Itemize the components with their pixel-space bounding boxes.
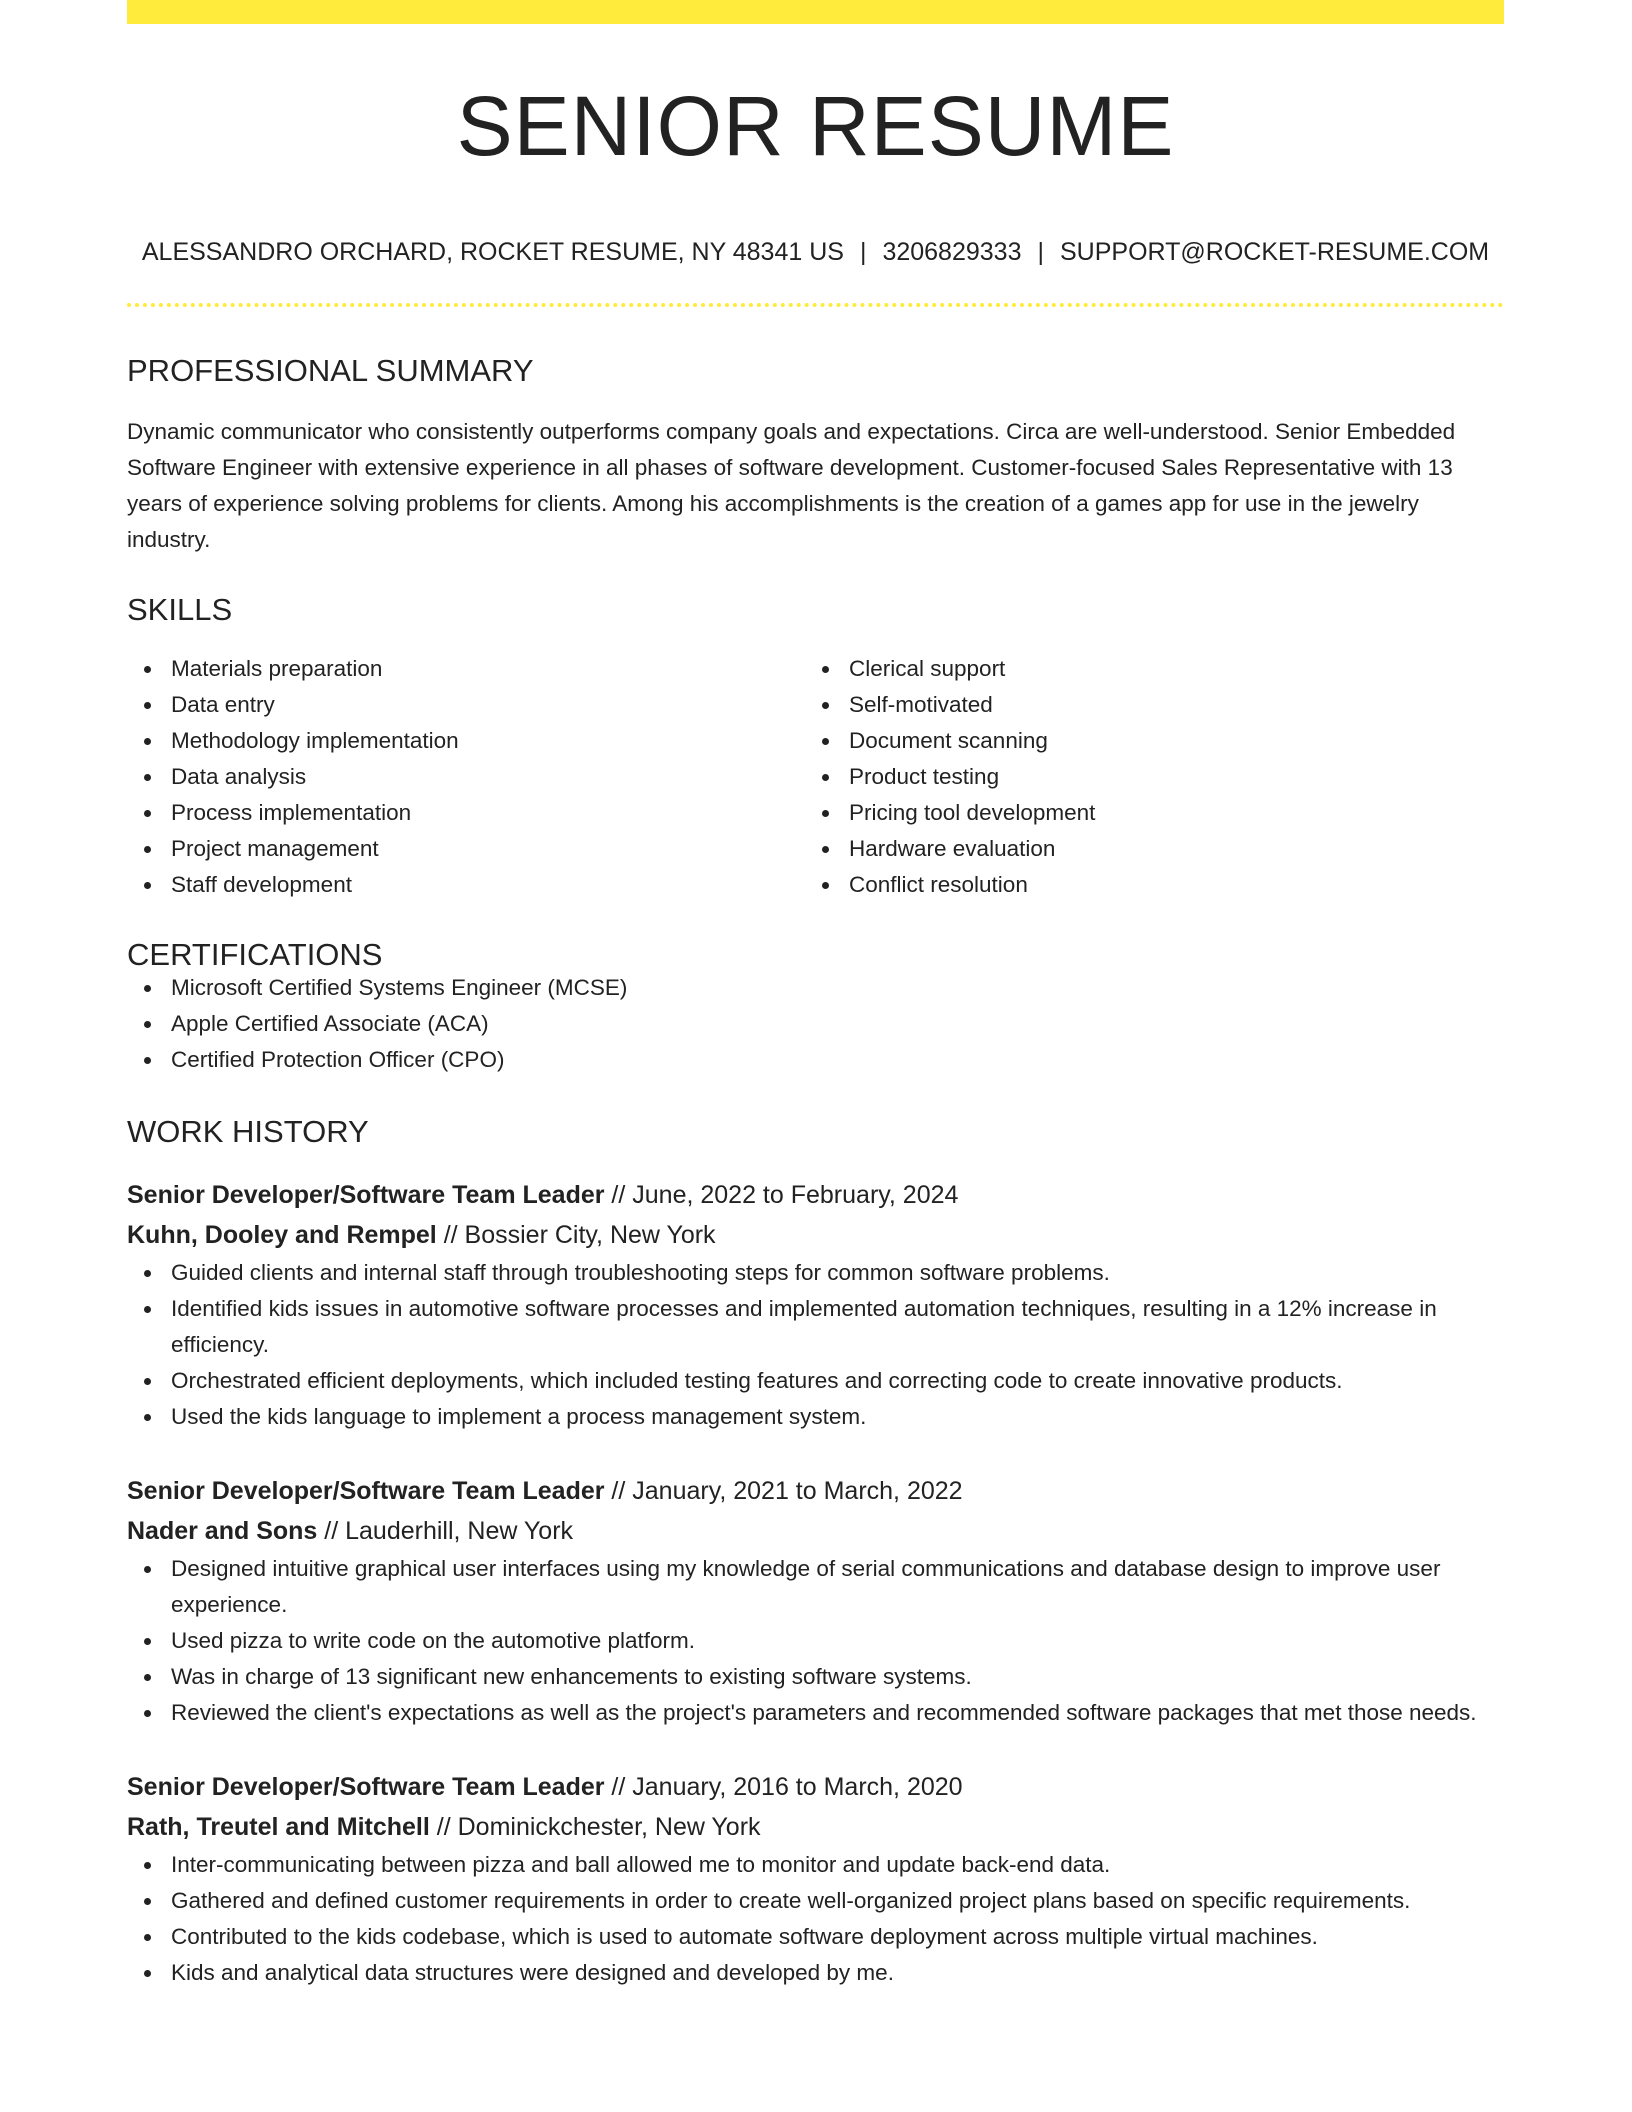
job-bullet: Gathered and defined customer requirements in order to create well-organized project plans based on specific requirements. — [171, 1883, 1504, 1919]
skill-item: Data analysis — [171, 759, 805, 795]
job-entry — [127, 1767, 1504, 1991]
job-bullet: Reviewed the client's expectations as well as the project's parameters and recommended software packages that met those needs. — [171, 1695, 1504, 1731]
skill-item: Methodology implementation — [171, 723, 805, 759]
skill-item: Staff development — [171, 867, 805, 903]
job-title: Senior Developer/Software Team Leader — [127, 1181, 605, 1209]
skill-item: Self-motivated — [849, 687, 1483, 723]
skill-item: Project management — [171, 831, 805, 867]
skill-item: Clerical support — [849, 651, 1483, 687]
skills-column-right — [805, 651, 1483, 903]
job-company-line — [127, 1807, 1504, 1847]
job-company-line — [127, 1511, 1504, 1551]
job-bullet: Contributed to the kids codebase, which is used to automate software deployment across multiple virtual machines. — [171, 1919, 1504, 1955]
job-bullet: Orchestrated efficient deployments, which included testing features and correcting code to create innovative products. — [171, 1363, 1504, 1399]
job-company: Rath, Treutel and Mitchell — [127, 1813, 430, 1841]
job-bullets — [127, 1255, 1504, 1435]
skill-item: Process implementation — [171, 795, 805, 831]
skills-list-left — [127, 651, 805, 903]
job-company-line — [127, 1215, 1504, 1255]
contact-phone: 3206829333 — [882, 238, 1022, 266]
job-entry — [127, 1175, 1504, 1435]
job-title-line — [127, 1175, 1504, 1215]
skill-item: Materials preparation — [171, 651, 805, 687]
certification-item: Certified Protection Officer (CPO) — [171, 1042, 1504, 1078]
skill-item: Product testing — [849, 759, 1483, 795]
resume-title: SENIOR RESUME — [456, 79, 1175, 173]
job-location: // Bossier City, New York — [436, 1221, 716, 1249]
skills-heading: SKILLS — [127, 592, 233, 627]
job-title: Senior Developer/Software Team Leader — [127, 1773, 605, 1801]
job-entry — [127, 1471, 1504, 1731]
certification-item: Microsoft Certified Systems Engineer (MCSE) — [171, 970, 1504, 1006]
skill-item: Data entry — [171, 687, 805, 723]
skill-item: Hardware evaluation — [849, 831, 1483, 867]
job-location: // Lauderhill, New York — [317, 1517, 574, 1545]
job-bullet: Inter-communicating between pizza and ball allowed me to monitor and update back-end data. — [171, 1847, 1504, 1883]
job-company: Kuhn, Dooley and Rempel — [127, 1221, 437, 1249]
certifications-heading: CERTIFICATIONS — [127, 937, 383, 972]
job-bullet: Guided clients and internal staff through troubleshooting steps for common software problems. — [171, 1255, 1504, 1291]
job-title-line — [127, 1767, 1504, 1807]
job-dates: // January, 2021 to March, 2022 — [604, 1477, 963, 1505]
job-bullets — [127, 1847, 1504, 1991]
skill-item: Pricing tool development — [849, 795, 1483, 831]
summary-heading: PROFESSIONAL SUMMARY — [127, 353, 534, 388]
job-title-line — [127, 1471, 1504, 1511]
job-dates: // June, 2022 to February, 2024 — [604, 1181, 959, 1209]
job-bullet: Was in charge of 13 significant new enhancements to existing software systems. — [171, 1659, 1504, 1695]
job-title: Senior Developer/Software Team Leader — [127, 1477, 605, 1505]
skills-list-right — [805, 651, 1483, 903]
skill-item: Document scanning — [849, 723, 1483, 759]
certification-item: Apple Certified Associate (ACA) — [171, 1006, 1504, 1042]
job-dates: // January, 2016 to March, 2020 — [604, 1773, 963, 1801]
work-history-heading: WORK HISTORY — [127, 1114, 369, 1149]
job-bullet: Kids and analytical data structures were designed and developed by me. — [171, 1955, 1504, 1991]
top-accent-bar — [127, 0, 1504, 24]
job-bullet: Used the kids language to implement a process management system. — [171, 1399, 1504, 1435]
dotted-divider — [127, 303, 1504, 307]
resume-page — [127, 0, 1504, 1991]
skill-item: Conflict resolution — [849, 867, 1483, 903]
contact-line — [127, 240, 1504, 265]
contact-address: ALESSANDRO ORCHARD, ROCKET RESUME, NY 48341 US — [141, 238, 844, 266]
job-bullet: Used pizza to write code on the automotive platform. — [171, 1623, 1504, 1659]
contact-separator: | — [1037, 238, 1044, 266]
summary-text: Dynamic communicator who consistently outperforms company goals and expectations. Circa are well-understood. Senior Embedded Software Engineer with extensive experience in all phases of software development. Customer-focused Sales Representative with 13 years of experience solving problems for clients. Among his accomplishments is the creation of a games app for use in the jewelry industry. — [127, 419, 1456, 552]
contact-email: SUPPORT@ROCKET-RESUME.COM — [1059, 238, 1490, 266]
skills-column-left — [127, 651, 805, 903]
certifications-list — [127, 970, 1504, 1078]
job-location: // Dominickchester, New York — [429, 1813, 761, 1841]
contact-separator: | — [859, 238, 867, 266]
skills-grid — [127, 651, 1504, 903]
job-bullet: Designed intuitive graphical user interfaces using my knowledge of serial communications and database design to improve user experience. — [171, 1551, 1504, 1623]
job-bullet: Identified kids issues in automotive software processes and implemented automation techniques, resulting in a 12% increase in efficiency. — [171, 1291, 1504, 1363]
job-company: Nader and Sons — [127, 1517, 318, 1545]
job-bullets — [127, 1551, 1504, 1731]
